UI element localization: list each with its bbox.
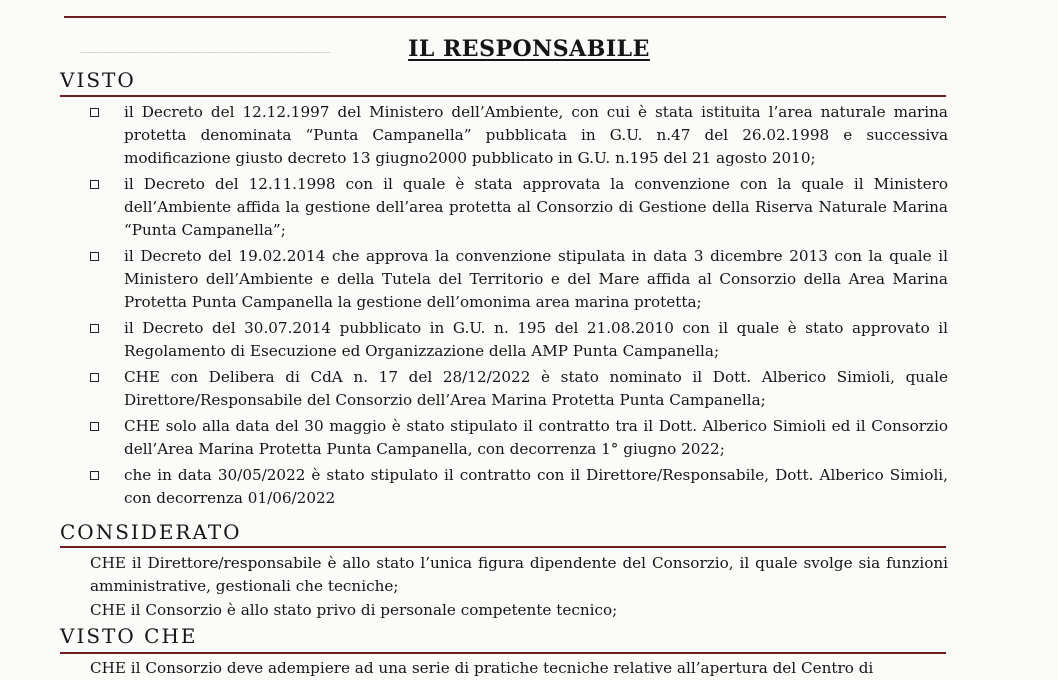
checkbox-bullet-icon — [90, 324, 99, 333]
top-divider — [64, 16, 946, 18]
list-item — [88, 317, 948, 363]
list-item — [88, 245, 948, 314]
page-title: IL RESPONSABILE — [408, 36, 650, 62]
section-visto-che-divider — [60, 652, 946, 654]
section-considerato-heading: CONSIDERATO — [60, 520, 242, 544]
visto-item-text: il Decreto del 12.12.1997 del Ministero dell’Ambiente, con cui è stata istituita l’area naturale marina protetta denominata “Punta Campanella” pubblicata in G.U. n.47 del 26.02.1998 e successiva modificazione giusto decreto 13 giugno2000 pubblicato in G.U. n.195 del 21 agosto 2010; — [124, 103, 948, 167]
visto-item-text: il Decreto del 19.02.2014 che approva la convenzione stipulata in data 3 dicembre 2013 con la quale il Ministero dell’Ambiente e della Tutela del Territorio e del Mare affida al Consorzio della Area Marina Protetta Punta Campanella la gestione dell’omonima area marina protetta; — [124, 247, 948, 311]
visto-list — [88, 101, 948, 513]
visto-item-text: CHE solo alla data del 30 maggio è stato stipulato il contratto tra il Dott. Alberico Simioli ed il Consorzio dell’Area Marina Protetta Punta Campanella, con decorrenza 1° giugno 2022; — [124, 417, 948, 458]
considerato-line-1: CHE il Direttore/responsabile è allo stato l’unica figura dipendente del Consorzio, il quale svolge sia funzioni amministrative, gestionali che tecniche; — [90, 554, 948, 595]
checkbox-bullet-icon — [90, 422, 99, 431]
section-considerato-divider — [60, 546, 946, 548]
section-visto-divider — [60, 95, 946, 97]
list-item — [88, 464, 948, 510]
checkbox-bullet-icon — [90, 471, 99, 480]
checkbox-bullet-icon — [90, 108, 99, 117]
visto-item-text: che in data 30/05/2022 è stato stipulato il contratto con il Direttore/Responsabile, Dott. Alberico Simioli, con decorrenza 01/06/2022 — [124, 466, 948, 507]
visto-item-text: il Decreto del 12.11.1998 con il quale è stata approvata la convenzione con la quale il Ministero dell’Ambiente affida la gestione dell’area protetta al Consorzio di Gestione della Riserva Naturale Marina “Punta Campanella”; — [124, 175, 948, 239]
checkbox-bullet-icon — [90, 373, 99, 382]
list-item — [88, 366, 948, 412]
considerato-line-2: CHE il Consorzio è allo stato privo di personale competente tecnico; — [90, 601, 618, 619]
reverse-side-bleed-through: ──────────────────────────────── — [80, 46, 331, 61]
visto-item-text: il Decreto del 30.07.2014 pubblicato in G.U. n. 195 del 21.08.2010 con il quale è stato approvato il Regolamento di Esecuzione ed Organizzazione della AMP Punta Campanella; — [124, 319, 948, 360]
checkbox-bullet-icon — [90, 180, 99, 189]
list-item — [88, 415, 948, 461]
visto-che-text: CHE il Consorzio deve adempiere ad una serie di pratiche tecniche relative all’apertura del Centro di — [90, 659, 874, 677]
section-visto-che-heading: VISTO CHE — [60, 624, 198, 648]
section-visto-heading: VISTO — [60, 68, 136, 92]
visto-item-text: CHE con Delibera di CdA n. 17 del 28/12/2022 è stato nominato il Dott. Alberico Simioli, quale Direttore/Responsabile del Consorzio dell’Area Marina Protetta Punta Campanella; — [124, 368, 948, 409]
list-item — [88, 101, 948, 170]
checkbox-bullet-icon — [90, 252, 99, 261]
list-item — [88, 173, 948, 242]
